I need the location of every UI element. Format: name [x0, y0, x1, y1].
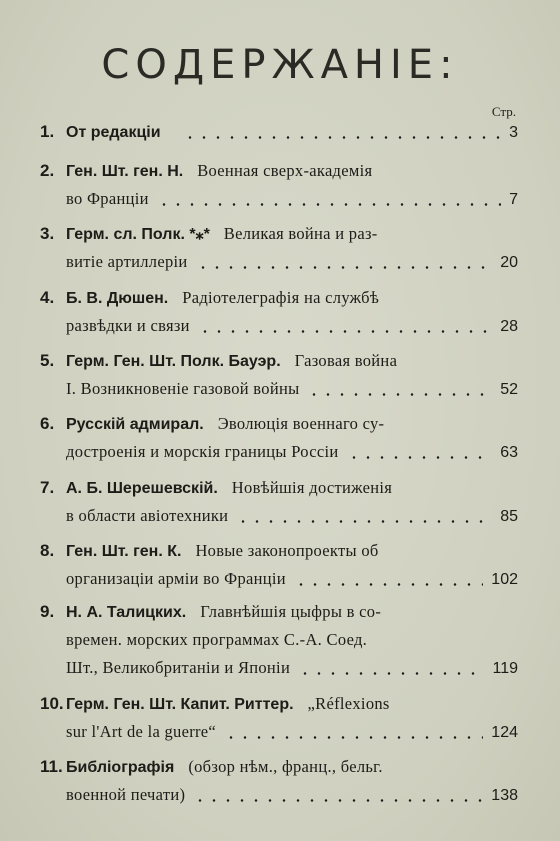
toc-entry	[40, 284, 518, 340]
entry-author: Герм. сл. Полк. *⁎*	[66, 226, 210, 243]
entry-author: Н. А. Талицких.	[66, 604, 187, 621]
entry-author: От редакціи	[66, 124, 161, 141]
entry-page: 63	[500, 444, 518, 461]
entry-page: 52	[500, 381, 518, 398]
entry-author: Русскій адмирал.	[66, 416, 204, 433]
entry-number: 9.	[40, 602, 55, 621]
dot-leader	[183, 136, 502, 139]
entry-number: 1.	[40, 122, 55, 141]
entry-title-cont: развѣдки и связи	[66, 316, 190, 335]
toc-entry	[40, 347, 518, 403]
entry-author: Герм. Ген. Шт. Капит. Риттер.	[66, 696, 294, 713]
entry-number: 3.	[40, 224, 55, 243]
entry-author: А. Б. Шерешевскій.	[66, 480, 218, 497]
entry-author: Ген. Шт. ген. Н.	[66, 163, 184, 180]
toc-entry	[40, 220, 518, 276]
entry-title-cont: Шт., Великобританіи и Японіи	[66, 658, 291, 677]
toc-entry	[40, 537, 518, 593]
entry-title: Великая война и раз-	[223, 224, 378, 243]
entry-page: 7	[509, 191, 518, 208]
toc-entry	[40, 690, 518, 746]
dot-leader	[236, 520, 492, 523]
entry-page: 138	[491, 787, 518, 804]
entry-title: (обзор нѣм., франц., бельг.	[188, 757, 383, 776]
entry-page: 85	[500, 508, 518, 525]
toc-entry	[40, 410, 518, 466]
toc-entry	[40, 118, 518, 146]
entry-title: Главнѣйшія цыфры в со-	[200, 602, 382, 621]
entry-title-cont: sur l'Art de la guerre“	[66, 722, 217, 741]
page-column-header: Стр.	[491, 104, 516, 119]
entry-page: 102	[491, 571, 518, 588]
entry-title-cont: достроенія и морскія границы Россіи	[66, 442, 339, 461]
entry-title-cont: военной печати)	[66, 785, 186, 804]
dot-leader	[294, 583, 483, 586]
entry-title: Эволюція военнаго су-	[217, 414, 385, 433]
entry-page: 119	[492, 660, 518, 677]
entry-number: 11.	[40, 757, 63, 776]
dot-leader	[347, 456, 493, 459]
entry-author: Библіографія	[66, 759, 175, 776]
toc-entry	[40, 157, 518, 213]
entry-title-cont: витіе артиллеріи	[66, 252, 188, 271]
entry-number: 6.	[40, 414, 55, 433]
entry-author: Б. В. Дюшен.	[66, 290, 169, 307]
dot-leader	[224, 736, 483, 739]
entry-title: Военная сверх-академія	[197, 161, 373, 180]
entry-number: 7.	[40, 478, 55, 497]
toc-entry	[40, 474, 518, 530]
dot-leader	[198, 330, 492, 333]
entry-title-cont: в области авіотехники	[66, 506, 229, 525]
entry-title: Радіотелеграфія на службѣ	[182, 288, 380, 307]
entry-title-cont: организаціи арміи во Франціи	[66, 569, 286, 588]
entry-title-cont: I. Возникновеніе газовой войны	[66, 379, 300, 398]
entry-page: 20	[500, 254, 518, 271]
toc-entry	[40, 753, 518, 809]
entry-number: 10.	[40, 694, 64, 713]
dot-leader	[193, 799, 483, 802]
entry-number: 4.	[40, 288, 55, 307]
entry-page: 124	[491, 724, 518, 741]
entry-number: 5.	[40, 351, 55, 370]
toc-entry	[40, 598, 518, 682]
entry-title: „Réflexions	[307, 694, 390, 713]
entry-number: 8.	[40, 541, 55, 560]
entry-author: Герм. Ген. Шт. Полк. Бауэр.	[66, 353, 281, 370]
dot-leader	[196, 266, 493, 269]
entry-title: Газовая война	[294, 351, 398, 370]
dot-leader	[298, 672, 484, 675]
entry-title: Новые законопроекты об	[195, 541, 379, 560]
entry-author: Ген. Шт. ген. К.	[66, 543, 182, 560]
entry-title: Новѣйшія достиженія	[231, 478, 393, 497]
dot-leader	[157, 203, 501, 206]
entry-number: 2.	[40, 161, 55, 180]
entry-page: 3	[509, 124, 518, 141]
entry-title-cont: во Франціи	[66, 189, 149, 208]
entry-page: 28	[500, 318, 518, 335]
page-title: СОДЕРЖАНІЕ:	[101, 42, 459, 88]
entry-title-cont: времен. морских программах С.-А. Соед.	[66, 630, 368, 649]
dot-leader	[307, 393, 492, 396]
